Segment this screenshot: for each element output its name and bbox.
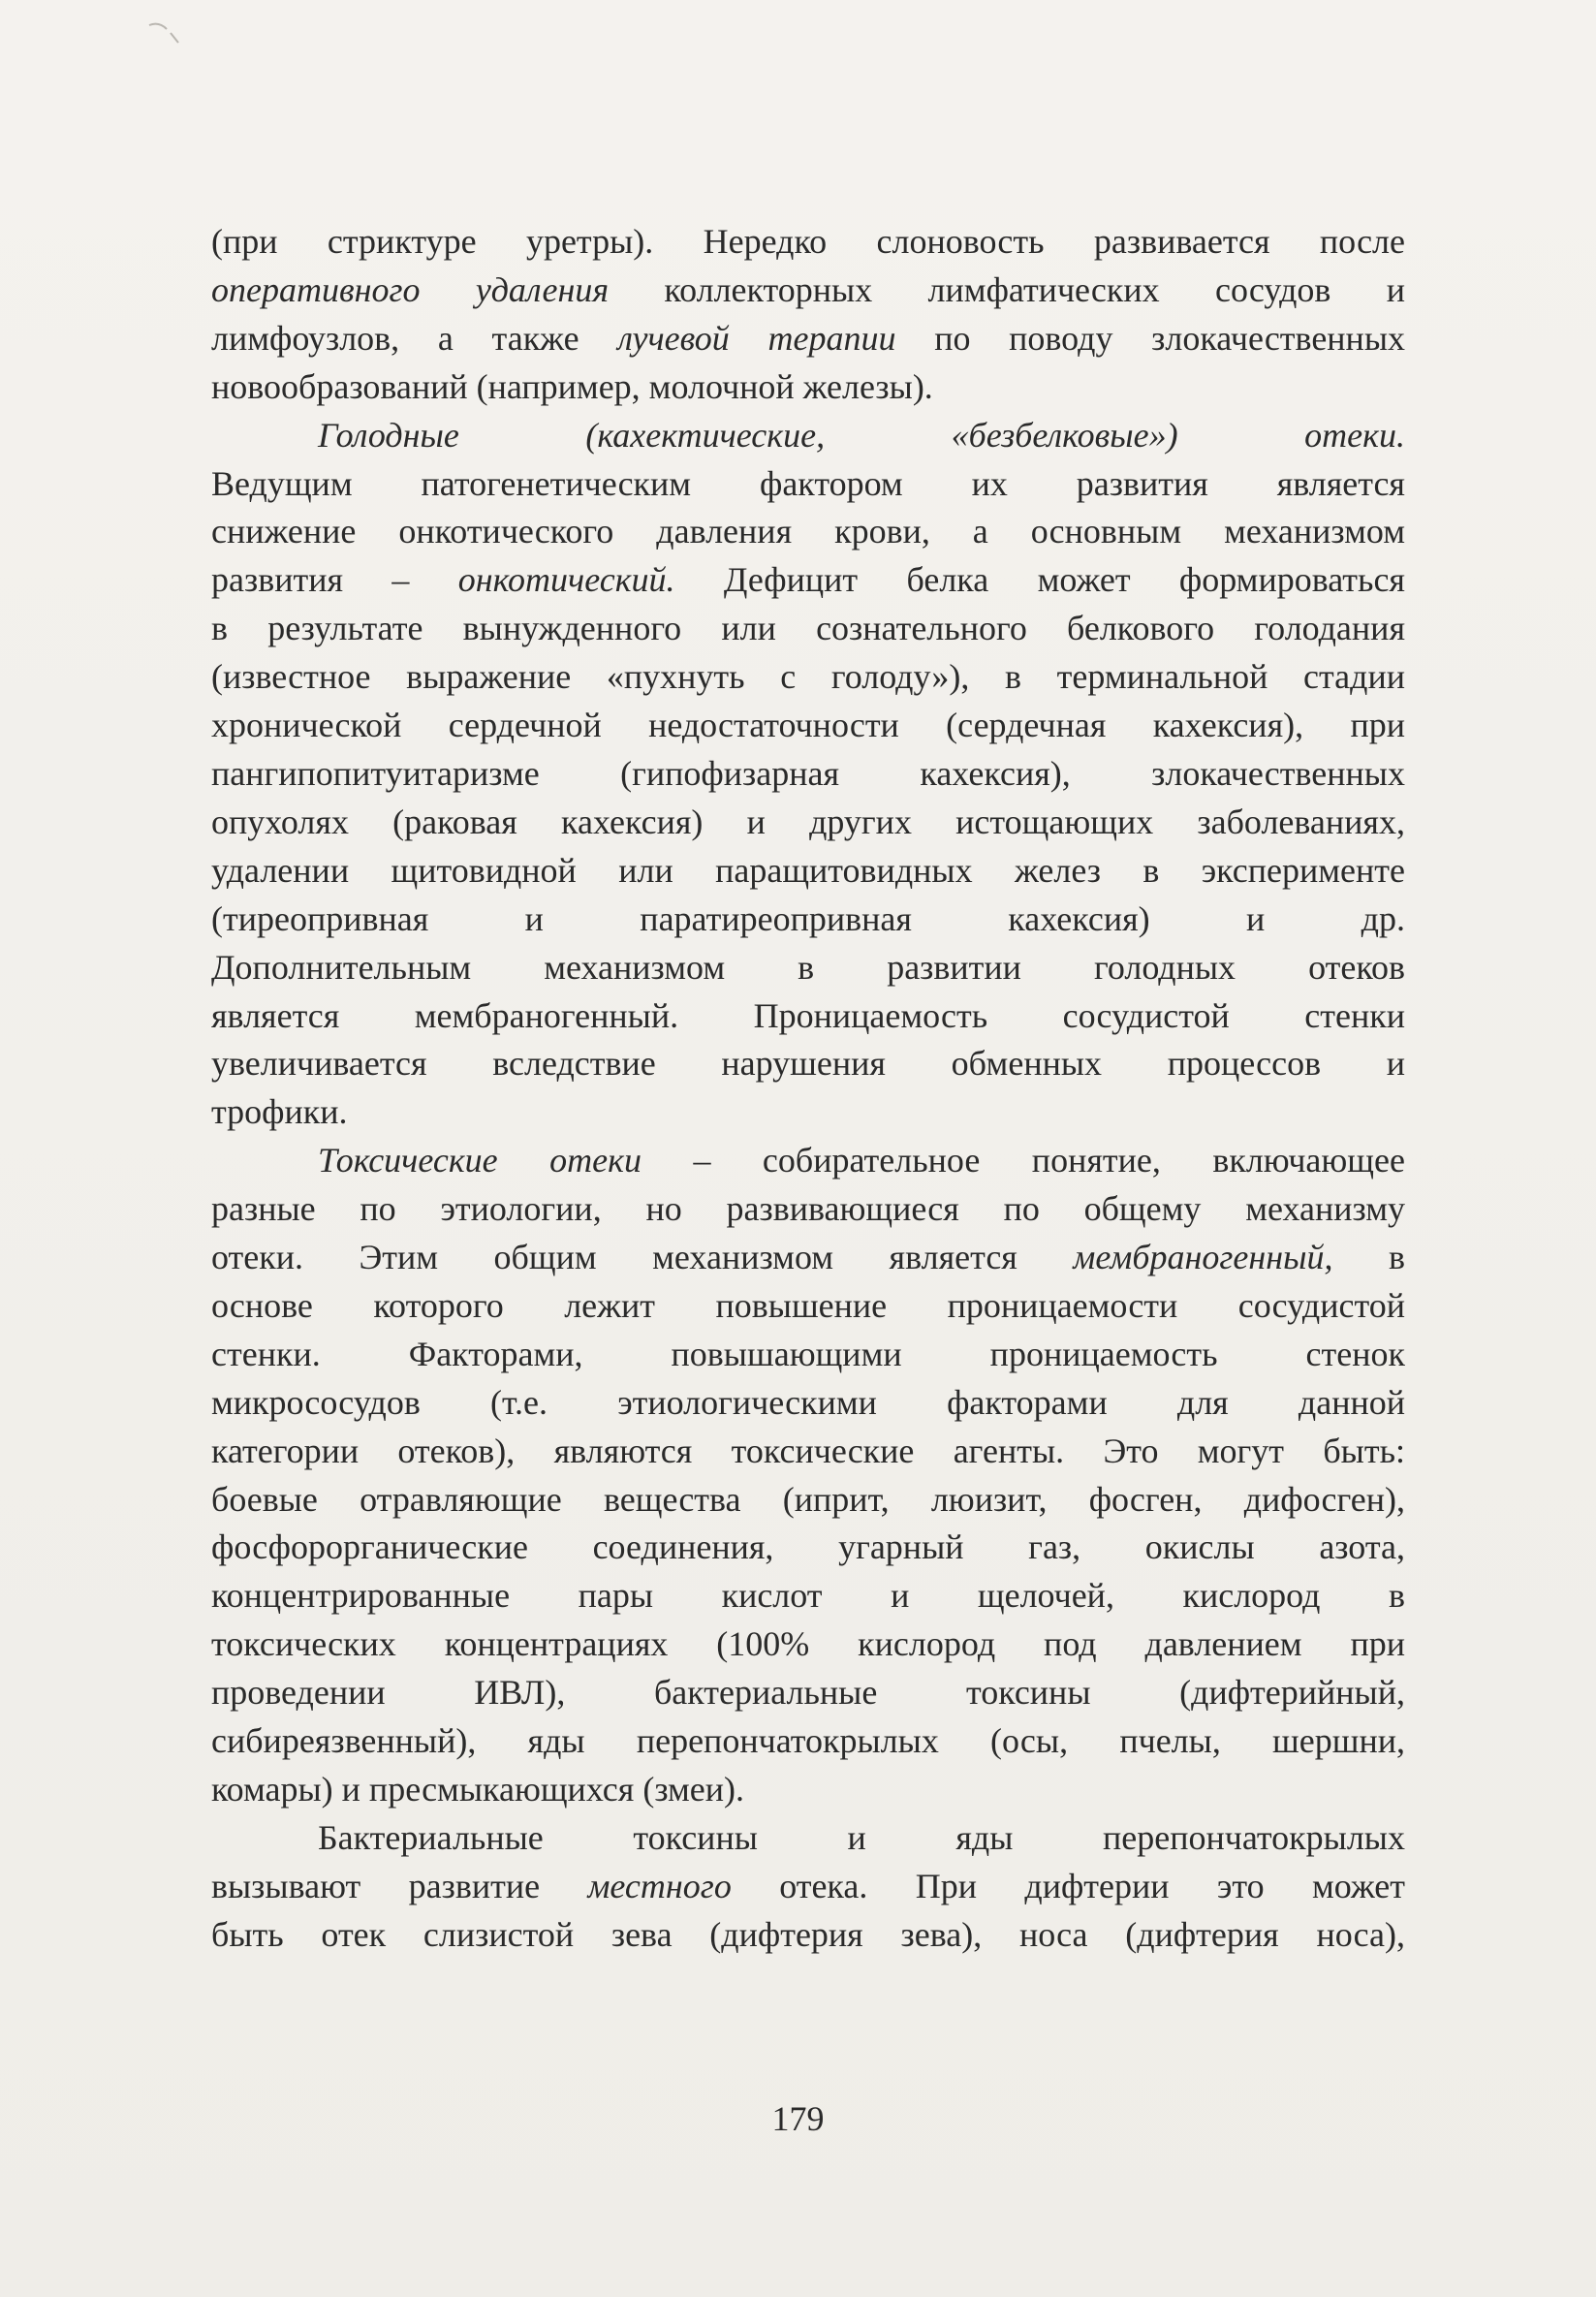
text-line [211, 1185, 1405, 1234]
text-line [211, 1620, 1405, 1669]
italic-term: Токсические отеки [318, 1141, 642, 1180]
text-line [211, 412, 1405, 460]
italic-term: онкотический. [457, 560, 675, 600]
text-line [211, 1282, 1405, 1331]
text-line [211, 267, 1405, 315]
text-run: (известное выражение «пухнуть с голоду»), в терминальной стадии [211, 657, 1405, 697]
text-line [211, 218, 1405, 267]
text-line [211, 315, 1405, 363]
text-run: новообразований (например, молочной железы). [211, 366, 933, 406]
text-run: быть отек слизистой зева (дифтерия зева), носа (дифтерия носа), [211, 1914, 1405, 1954]
text-run: Бактериальные токсины и яды перепончатокрылых [318, 1817, 1405, 1857]
text-run: трофики. [211, 1092, 348, 1132]
scan-artifact-mark [145, 19, 184, 48]
text-run: основе которого лежит повышение проницаемости сосудистой [211, 1285, 1405, 1325]
text-line [211, 1379, 1405, 1428]
text-line [211, 556, 1405, 605]
text-line [211, 1040, 1405, 1088]
text-line [211, 1234, 1405, 1282]
text-line [211, 944, 1405, 992]
body-text [211, 218, 1405, 1960]
text-run: пангипопитуитаризме (гипофизарная кахексия), злокачественных [211, 753, 1405, 793]
text-run: опухолях (раковая кахексия) и других истощающих заболеваниях, [211, 802, 1405, 841]
italic-term: оперативного удаления [211, 269, 610, 309]
text-run: (тиреопривная и паратиреопривная кахексия) и др. [211, 898, 1405, 938]
text-line [211, 799, 1405, 847]
text-run: стенки. Факторами, повышающими проницаемость стенок [211, 1334, 1405, 1373]
text-run: Дефицит белка может формироваться [674, 560, 1405, 600]
text-line [211, 460, 1405, 509]
text-run: лимфоузлов, а также [211, 318, 618, 358]
text-line [211, 1137, 1405, 1185]
text-run: является мембраногенный. Проницаемость сосудистой стенки [211, 995, 1405, 1035]
text-run: категории отеков), являются токсические агенты. Это могут быть: [211, 1431, 1405, 1470]
text-run: разные по этиологии, но развивающиеся по общему механизму [211, 1189, 1405, 1229]
text-run: увеличивается вследствие нарушения обменных процессов и [211, 1044, 1405, 1084]
text-line [211, 653, 1405, 702]
text-line [211, 896, 1405, 944]
text-line [211, 1428, 1405, 1476]
page-number: 179 [771, 2099, 825, 2138]
text-line [211, 1814, 1405, 1863]
text-line [211, 847, 1405, 896]
text-line [211, 1669, 1405, 1717]
text-run: хронической сердечной недостаточности (сердечная кахексия), при [211, 706, 1405, 745]
text-run: Дополнительным механизмом в развитии голодных отеков [211, 947, 1405, 987]
text-line [211, 1331, 1405, 1379]
text-run: вызывают развитие [211, 1866, 588, 1905]
text-run: комары) и пресмыкающихся (змеи). [211, 1770, 745, 1809]
text-line [211, 508, 1405, 556]
text-run: (при стриктуре уретры). Нередко слоновость развивается после [211, 222, 1405, 261]
text-run: отеки. Этим общим механизмом является [211, 1238, 1074, 1277]
text-run: в результате вынужденного или сознательного белкового голодания [211, 609, 1405, 648]
text-line [211, 1524, 1405, 1572]
text-run: удалении щитовидной или паращитовидных желез в эксперименте [211, 850, 1405, 890]
text-line [211, 1863, 1405, 1911]
text-line [211, 1911, 1405, 1960]
italic-term: мембраногенный, [1073, 1238, 1333, 1277]
italic-term: лучевой терапии [617, 318, 896, 358]
text-line [211, 1476, 1405, 1525]
text-line [211, 750, 1405, 799]
text-line [211, 363, 1405, 412]
text-run: снижение онкотического давления крови, а основным механизмом [211, 512, 1405, 551]
text-run: токсических концентрациях (100% кислород под давлением при [211, 1624, 1405, 1664]
text-run: концентрированные пары кислот и щелочей, кислород в [211, 1576, 1405, 1616]
text-run: развития – [211, 560, 458, 600]
text-run: – собирательное понятие, включающее [641, 1141, 1405, 1180]
text-line [211, 702, 1405, 750]
text-run: по поводу злокачественных [895, 318, 1406, 358]
text-run: боевые отравляющие вещества (иприт, люизит, фосген, дифосген), [211, 1479, 1405, 1519]
text-run: коллекторных лимфатических сосудов и [609, 269, 1405, 309]
text-run: проведении ИВЛ), бактериальные токсины (дифтерийный, [211, 1673, 1405, 1713]
text-run: в [1332, 1238, 1406, 1277]
text-run: сибиреязвенный), яды перепончатокрылых (осы, пчелы, шершни, [211, 1721, 1405, 1761]
italic-term: Голодные (кахектические, «безбелковые») отеки. [318, 415, 1405, 455]
text-run: фосфорорганические соединения, угарный газ, окислы азота, [211, 1527, 1405, 1567]
text-run: Ведущим патогенетическим фактором их развития является [211, 463, 1405, 503]
text-run: отека. При дифтерии это может [731, 1866, 1405, 1905]
text-line [211, 1088, 1405, 1137]
text-line [211, 1717, 1405, 1766]
text-line [211, 1766, 1405, 1814]
text-line [211, 605, 1405, 653]
text-line [211, 1572, 1405, 1620]
text-run: микрососудов (т.е. этиологическими факторами для данной [211, 1382, 1405, 1422]
italic-term: местного [587, 1866, 732, 1905]
text-line [211, 992, 1405, 1041]
